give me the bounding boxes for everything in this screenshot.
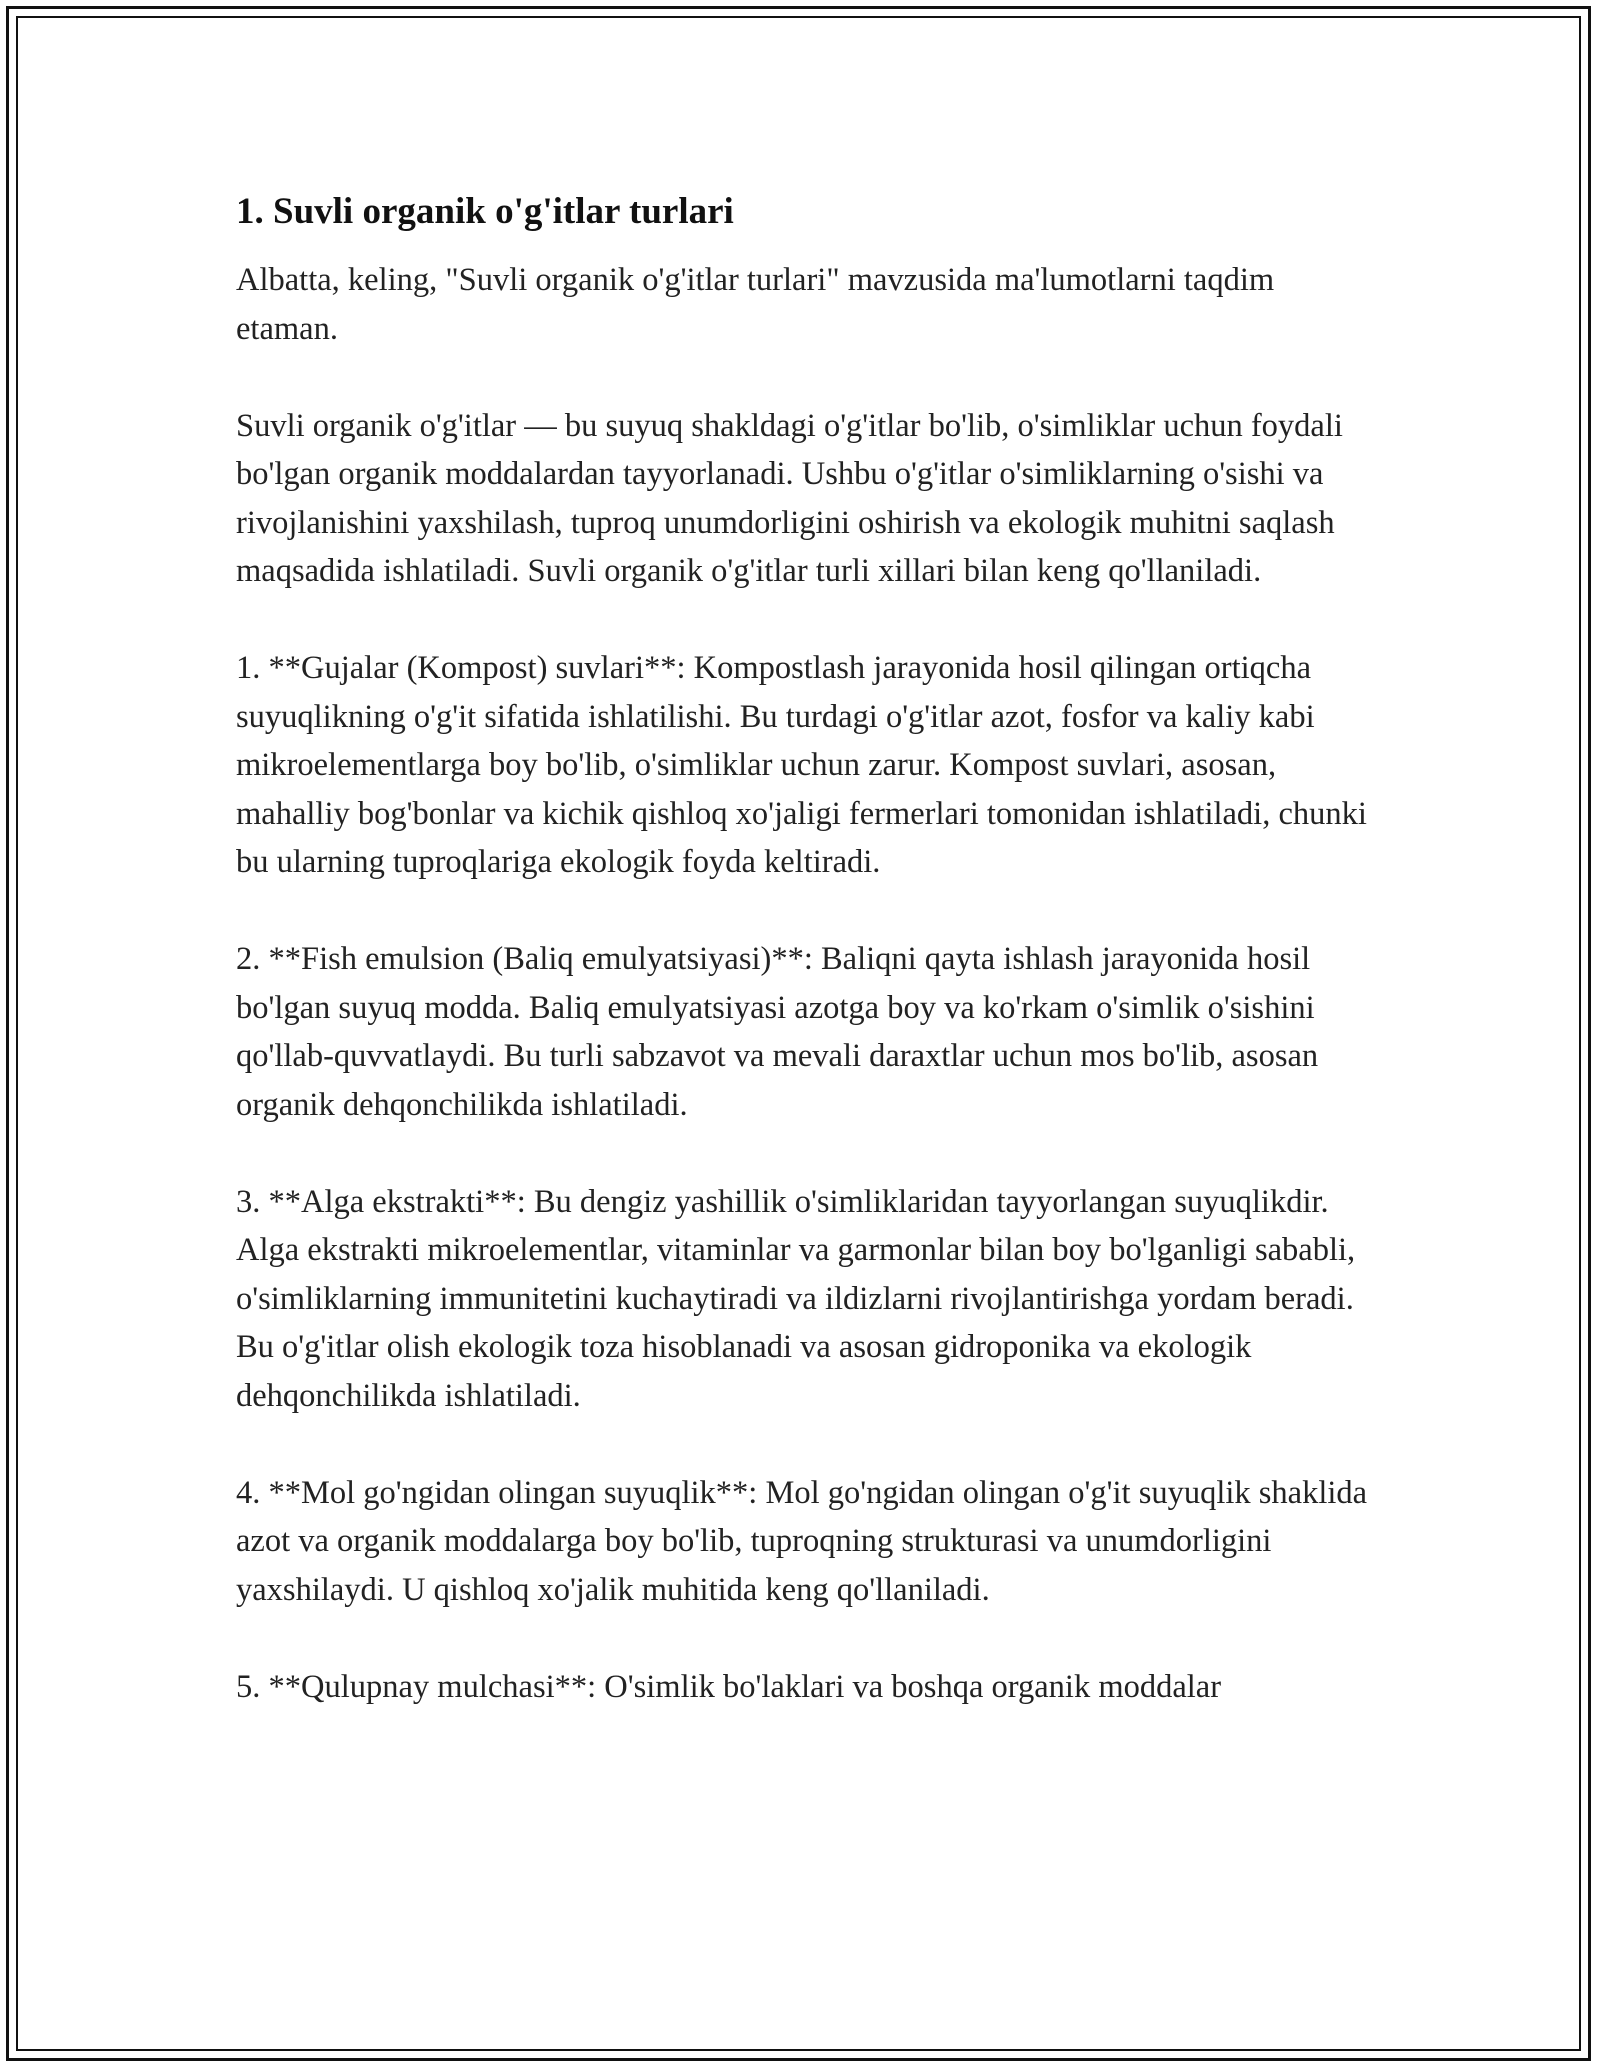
document-body — [236, 188, 1376, 1711]
list-item-alga-extract: 3. **Alga ekstrakti**: Bu dengiz yashillik o'simliklaridan tayyorlangan suyuqlikdir. Alga ekstrakti mikroelementlar, vitaminlar va garmonlar bilan boy bo'lganligi sababli, o'simliklarning immunitetini kuchaytiradi va ildizlarni rivojlantirishga yordam beradi. Bu o'g'itlar olish ekologik toza hisoblanadi va asosan gidroponika va ekologik dehqonchilikda ishlatiladi. — [236, 1183, 1356, 1414]
list-item-compost: 1. **Gujalar (Kompost) suvlari**: Kompostlash jarayonida hosil qilingan ortiqcha suyuqlikning o'g'it sifatida ishlatilishi. Bu turdagi o'g'itlar azot, fosfor va kaliy kabi mikroelementlarga boy bo'lib, o'simliklar uchun zarur. Kompost suvlari, asosan, mahalliy bog'bonlar va kichik qishloq xo'jaligi fermerlari tomonidan ishlatiladi, chunki bu ularning tuproqlariga ekologik foyda keltiradi. — [236, 650, 1367, 880]
paragraph-intro: Albatta, keling, "Suvli organik o'g'itlar turlari" mavzusida ma'lumotlarni taqdim etaman. — [236, 262, 1275, 347]
document-title: 1. Suvli organik o'g'itlar turlari — [236, 191, 734, 232]
paragraph-definition: Suvli organik o'g'itlar — bu suyuq shakldagi o'g'itlar bo'lib, o'simliklar uchun foydali bo'lgan organik moddalardan tayyorlanadi. Ushbu o'g'itlar o'simliklarning o'sishi va rivojlanishini yaxshilash, tuproq unumdorligini oshirish va ekologik muhitni saqlash maqsadida ishlatiladi. Suvli organik o'g'itlar turli xillari bilan keng qo'llaniladi. — [236, 407, 1343, 589]
list-item-strawberry-mulch: 5. **Qulupnay mulchasi**: O'simlik bo'laklari va boshqa organik moddalar — [236, 1668, 1222, 1705]
list-item-fish-emulsion: 2. **Fish emulsion (Baliq emulyatsiyasi)**: Baliqni qayta ishlash jarayonida hosil bo'lgan suyuq modda. Baliq emulyatsiyasi azotga boy va ko'rkam o'simlik o'sishini qo'llab-quvvatlaydi. Bu turli sabzavot va mevali daraxtlar uchun mos bo'lib, asosan organik dehqonchilikda ishlatiladi. — [236, 941, 1319, 1123]
list-item-manure-liquid: 4. **Mol go'ngidan olingan suyuqlik**: Mol go'ngidan olingan o'g'it suyuqlik shaklida azot va organik moddalarga boy bo'lib, tuproqning strukturasi va unumdorligini yaxshilaydi. U qishloq xo'jalik muhitida keng qo'llaniladi. — [236, 1474, 1368, 1608]
